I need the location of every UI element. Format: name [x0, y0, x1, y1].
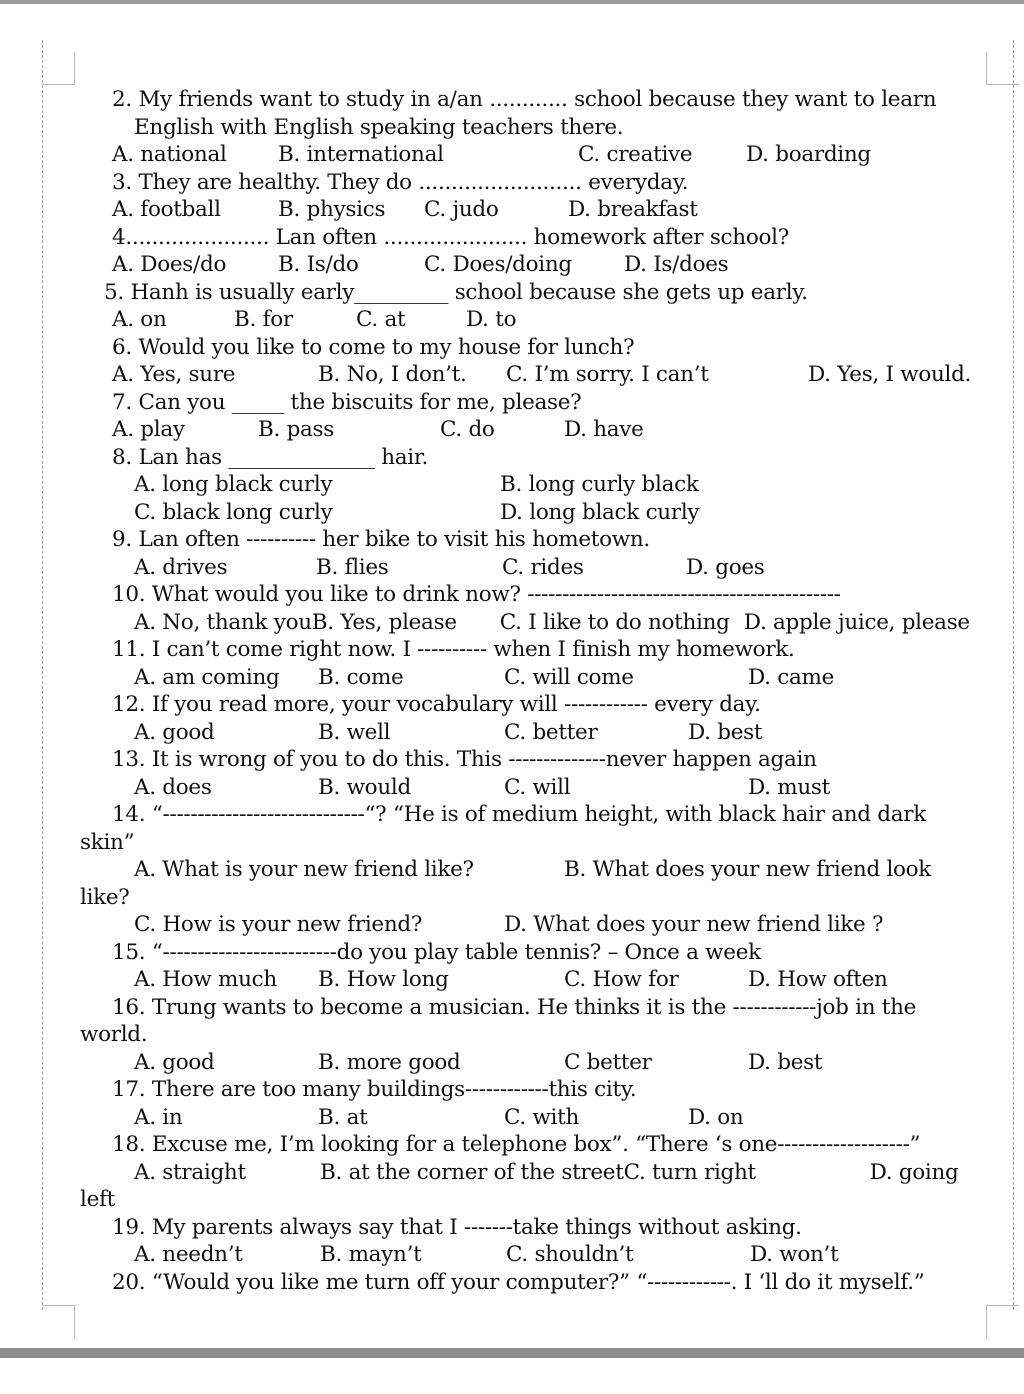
- option-c: C. shouldn’t: [506, 1242, 634, 1267]
- question-2-continuation: English with English speaking teachers there.: [134, 114, 624, 140]
- question-9-options: [80, 554, 990, 582]
- crop-mark: [986, 52, 1019, 85]
- question-8-options-ab: [80, 471, 990, 499]
- option-d: D. won’t: [750, 1242, 839, 1267]
- top-border: [0, 0, 1024, 4]
- option-a: A. football: [112, 197, 221, 222]
- option-c: C. will come: [504, 664, 634, 690]
- option-d: D. breakfast: [568, 197, 698, 222]
- right-margin-guide: [1013, 40, 1014, 1310]
- option-c: C. at: [356, 307, 406, 332]
- left-margin-guide: [42, 40, 43, 1310]
- question-3: 3. They are healthy. They do ......................... everyday.: [112, 169, 689, 195]
- exercise-page: [80, 86, 990, 1296]
- question-4-options: [80, 251, 990, 279]
- option-b: B. at the corner of the street: [320, 1159, 624, 1185]
- crop-mark: [986, 1305, 1019, 1338]
- question-13: 13. It is wrong of you to do this. This --------------never happen again: [112, 747, 817, 772]
- option-c: C. I’m sorry. I can’t: [506, 362, 709, 387]
- question-16: 16. Trung wants to become a musician. He thinks it is the ------------job in the: [112, 994, 917, 1020]
- option-a: A. drives: [134, 554, 228, 580]
- question-13-options: [80, 774, 990, 802]
- question-18-option-d-continuation: left: [80, 1187, 115, 1212]
- option-d: D. to: [466, 307, 517, 332]
- question-20: 20. “Would you like me turn off your computer?” “------------. I ‘ll do it myself.”: [112, 1269, 925, 1295]
- option-b: B. pass: [258, 417, 335, 442]
- option-d: D. apple juice, please: [743, 609, 970, 635]
- option-b: B. more good: [318, 1049, 461, 1075]
- question-10-options: [80, 609, 990, 637]
- question-7-options: [80, 416, 990, 444]
- question-2: 2. My friends want to study in a/an ............ school because they want to learn: [112, 87, 937, 112]
- option-d: D. going: [869, 1159, 959, 1185]
- option-a: A. long black curly: [134, 472, 333, 497]
- option-d: D. long black curly: [500, 499, 700, 525]
- option-b: B. physics: [278, 197, 386, 222]
- option-c: C. do: [440, 417, 495, 442]
- option-a: A. in: [134, 1104, 183, 1130]
- option-b: B. flies: [316, 554, 389, 580]
- question-12: 12. If you read more, your vocabulary will ------------ every day.: [112, 692, 761, 717]
- question-18-options: [80, 1159, 990, 1187]
- option-b: B. mayn’t: [320, 1242, 422, 1267]
- question-15: 15. “-------------------------do you play table tennis? – Once a week: [112, 939, 761, 965]
- question-11: 11. I can’t come right now. I ---------- when I finish my homework.: [112, 637, 795, 662]
- option-a: A. good: [134, 1049, 215, 1075]
- question-16-options: [80, 1049, 990, 1077]
- question-19: 19. My parents always say that I -------take things without asking.: [112, 1214, 802, 1240]
- option-d: D. How often: [748, 967, 888, 992]
- question-9: 9. Lan often ---------- her bike to visit his hometown.: [112, 527, 650, 552]
- option-b: B. Is/do: [278, 252, 359, 277]
- option-c: C. better: [504, 719, 598, 745]
- question-14-options-ab: [80, 856, 990, 884]
- option-b: B. well: [318, 719, 391, 745]
- option-c: C. rides: [502, 554, 584, 580]
- option-a: A. play: [112, 417, 185, 442]
- option-d: D. What does your new friend like ?: [504, 912, 884, 937]
- option-d: D. must: [748, 774, 830, 800]
- option-b: B. Yes, please: [311, 609, 457, 635]
- option-a: A. Does/do: [112, 252, 227, 277]
- option-d: D. best: [688, 719, 763, 745]
- question-15-options: [80, 966, 990, 994]
- option-d: D. came: [748, 664, 835, 690]
- crop-mark: [42, 52, 75, 85]
- option-c: C. will: [504, 774, 571, 800]
- option-b: B. long curly black: [500, 472, 699, 497]
- question-17: 17. There are too many buildings------------this city.: [112, 1077, 637, 1102]
- crop-mark: [42, 1305, 75, 1338]
- option-a: A. good: [134, 719, 215, 745]
- question-14: 14. “-----------------------------“? “He is of medium height, with black hair and dark: [112, 802, 926, 827]
- question-3-options: [80, 196, 990, 224]
- question-2-options: [80, 141, 990, 169]
- question-7: 7. Can you _____ the biscuits for me, please?: [112, 389, 582, 415]
- option-a: A. straight: [134, 1159, 246, 1185]
- option-d: D. best: [748, 1049, 823, 1075]
- option-d: D. have: [564, 417, 644, 442]
- option-b: B. would: [318, 774, 411, 800]
- option-c: C. How is your new friend?: [134, 912, 423, 937]
- question-4: 4...................... Lan often ...................... homework after school?: [112, 224, 789, 250]
- question-18: 18. Excuse me, I’m looking for a telephone box”. “There ‘s one-------------------”: [112, 1132, 921, 1157]
- option-d: D. boarding: [746, 142, 871, 167]
- option-b: B. No, I don’t.: [318, 362, 467, 387]
- option-d: D. goes: [686, 554, 765, 580]
- question-5-options: [80, 306, 990, 334]
- question-5: 5. Hanh is usually early_________ school because she gets up early.: [104, 279, 808, 305]
- bottom-border: [0, 1348, 1024, 1358]
- question-6-options: [80, 361, 990, 389]
- option-b: B. What does your new friend look: [564, 857, 932, 882]
- option-a: A. No, thank you: [134, 609, 312, 635]
- question-16-continuation: world.: [80, 1022, 148, 1047]
- option-b: B. come: [318, 664, 404, 690]
- option-a: A. on: [112, 307, 167, 332]
- option-a: A. How much: [134, 967, 277, 992]
- option-c: C. with: [504, 1104, 580, 1130]
- question-17-options: [80, 1104, 990, 1132]
- question-14-options-cd: [80, 911, 990, 939]
- question-11-options: [80, 664, 990, 692]
- option-c: C. creative: [578, 142, 693, 167]
- option-d: D. on: [688, 1104, 744, 1130]
- option-b: B. international: [278, 142, 444, 167]
- option-d: D. Yes, I would.: [808, 362, 972, 387]
- question-14-continuation: skin”: [80, 829, 135, 855]
- question-12-options: [80, 719, 990, 747]
- option-c: C. judo: [424, 197, 499, 222]
- question-10: 10. What would you like to drink now? ---------------------------------------------: [112, 582, 841, 607]
- question-6: 6. Would you like to come to my house for lunch?: [112, 334, 635, 360]
- option-a: A. national: [112, 142, 227, 167]
- option-c: C. black long curly: [134, 499, 333, 525]
- option-a: A. needn’t: [134, 1242, 243, 1267]
- option-a: A. What is your new friend like?: [134, 857, 474, 882]
- option-c: C. Does/doing: [424, 252, 572, 277]
- question-19-options: [80, 1241, 990, 1269]
- option-c: C better: [564, 1049, 652, 1075]
- question-14-option-b-continuation: like?: [80, 884, 130, 910]
- option-b: B. at: [318, 1104, 368, 1130]
- option-a: A. does: [134, 774, 212, 800]
- option-b: B. for: [234, 307, 293, 332]
- option-b: B. How long: [318, 967, 449, 992]
- option-a: A. Yes, sure: [112, 362, 236, 387]
- question-8: 8. Lan has ______________ hair.: [112, 444, 428, 470]
- option-c: C. turn right: [623, 1159, 756, 1185]
- option-a: A. am coming: [134, 664, 280, 690]
- question-8-options-cd: [80, 499, 990, 527]
- option-d: D. Is/does: [624, 252, 729, 277]
- option-c: C. I like to do nothing: [499, 609, 730, 635]
- option-c: C. How for: [564, 967, 679, 992]
